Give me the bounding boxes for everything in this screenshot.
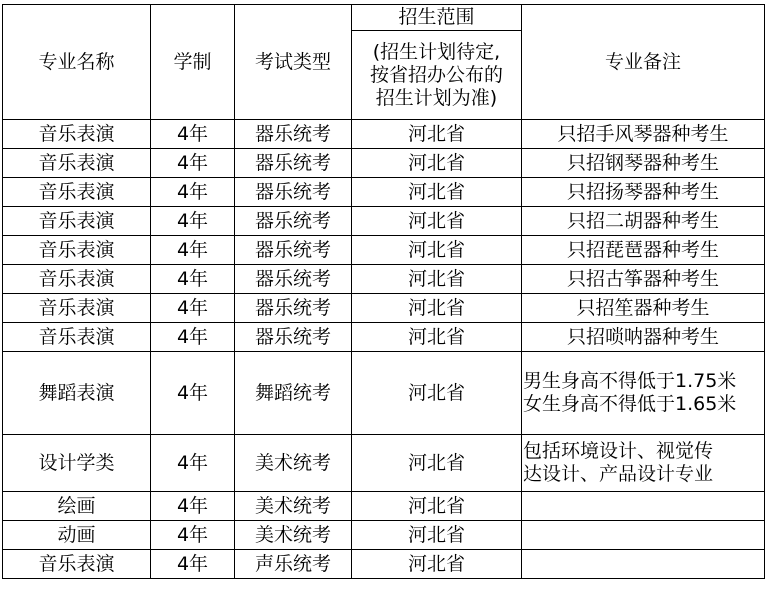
cell-scope: 河北省 (352, 207, 522, 236)
cell-remarks (522, 265, 765, 294)
cell-duration: 4年 (151, 550, 235, 579)
cell-major: 音乐表演 (3, 207, 151, 236)
cell-remarks (522, 149, 765, 178)
table-row (3, 178, 765, 207)
header-scope-note-line: (招生计划待定, (372, 40, 501, 63)
cell-major: 绘画 (3, 492, 151, 521)
cell-major: 设计学类 (3, 435, 151, 492)
cell-major: 音乐表演 (3, 550, 151, 579)
cell-scope: 河北省 (352, 120, 522, 149)
cell-major: 音乐表演 (3, 323, 151, 352)
cell-exam-type: 美术统考 (235, 492, 352, 521)
cell-remarks (522, 492, 765, 521)
table-row (3, 120, 765, 149)
cell-scope: 河北省 (352, 521, 522, 550)
cell-remarks (522, 294, 765, 323)
cell-duration: 4年 (151, 149, 235, 178)
cell-duration: 4年 (151, 178, 235, 207)
cell-remarks (522, 120, 765, 149)
cell-major: 音乐表演 (3, 120, 151, 149)
cell-scope: 河北省 (352, 352, 522, 435)
cell-remarks-line: 只招笙器种考生 (576, 296, 710, 319)
cell-duration: 4年 (151, 521, 235, 550)
cell-remarks (522, 352, 765, 435)
cell-remarks-line: 只招钢琴器种考生 (566, 151, 719, 174)
cell-duration: 4年 (151, 265, 235, 294)
header-scope-title: 招生范围 (352, 5, 522, 31)
cell-remarks (522, 521, 765, 550)
cell-exam-type: 器乐统考 (235, 120, 352, 149)
cell-exam-type: 舞蹈统考 (235, 352, 352, 435)
header-major: 专业名称 (3, 5, 151, 120)
cell-scope: 河北省 (352, 323, 522, 352)
table-row (3, 265, 765, 294)
cell-exam-type: 器乐统考 (235, 323, 352, 352)
cell-duration: 4年 (151, 352, 235, 435)
table-row (3, 352, 765, 435)
cell-duration: 4年 (151, 120, 235, 149)
table-row (3, 492, 765, 521)
cell-major: 舞蹈表演 (3, 352, 151, 435)
cell-remarks-line: 达设计、产品设计专业 (523, 463, 714, 485)
cell-remarks (522, 550, 765, 579)
cell-remarks (522, 207, 765, 236)
cell-duration: 4年 (151, 435, 235, 492)
cell-remarks-line: 包括环境设计、视觉传 (523, 440, 714, 462)
cell-remarks (522, 323, 765, 352)
cell-remarks-line: 只招古筝器种考生 (566, 267, 719, 290)
table-row (3, 149, 765, 178)
cell-exam-type: 器乐统考 (235, 207, 352, 236)
cell-remarks-line: 女生身高不得低于1.65米 (523, 393, 737, 415)
cell-duration: 4年 (151, 492, 235, 521)
header-scope-note (352, 31, 522, 120)
cell-major: 音乐表演 (3, 178, 151, 207)
enrollment-table (2, 4, 765, 579)
cell-major: 动画 (3, 521, 151, 550)
cell-duration: 4年 (151, 294, 235, 323)
header-remarks: 专业备注 (522, 5, 765, 120)
table-row (3, 207, 765, 236)
cell-exam-type: 器乐统考 (235, 236, 352, 265)
cell-major: 音乐表演 (3, 265, 151, 294)
cell-major: 音乐表演 (3, 149, 151, 178)
cell-duration: 4年 (151, 236, 235, 265)
cell-scope: 河北省 (352, 178, 522, 207)
cell-duration: 4年 (151, 323, 235, 352)
cell-remarks-line: 只招手风琴器种考生 (557, 122, 729, 145)
cell-scope: 河北省 (352, 265, 522, 294)
cell-remarks (522, 178, 765, 207)
cell-remarks (522, 435, 765, 492)
table-row (3, 236, 765, 265)
header-duration: 学制 (151, 5, 235, 120)
cell-scope: 河北省 (352, 492, 522, 521)
header-exam-type: 考试类型 (235, 5, 352, 120)
table-row (3, 550, 765, 579)
cell-major: 音乐表演 (3, 294, 151, 323)
header-scope-note-line: 招生计划为准) (375, 86, 498, 109)
cell-exam-type: 器乐统考 (235, 294, 352, 323)
cell-remarks-line: 男生身高不得低于1.75米 (523, 370, 737, 392)
table-row (3, 294, 765, 323)
cell-remarks-line: 只招唢呐器种考生 (566, 325, 719, 348)
cell-exam-type: 美术统考 (235, 435, 352, 492)
cell-scope: 河北省 (352, 149, 522, 178)
table-row (3, 435, 765, 492)
cell-duration: 4年 (151, 207, 235, 236)
header-scope-note-line: 按省招办公布的 (369, 63, 503, 86)
cell-exam-type: 器乐统考 (235, 149, 352, 178)
table-row (3, 323, 765, 352)
table-row (3, 521, 765, 550)
cell-remarks-line: 只招二胡器种考生 (566, 209, 719, 232)
cell-scope: 河北省 (352, 550, 522, 579)
cell-remarks-line: 只招扬琴器种考生 (566, 180, 719, 203)
cell-major: 音乐表演 (3, 236, 151, 265)
cell-scope: 河北省 (352, 236, 522, 265)
cell-remarks (522, 236, 765, 265)
cell-scope: 河北省 (352, 294, 522, 323)
cell-exam-type: 器乐统考 (235, 265, 352, 294)
cell-exam-type: 美术统考 (235, 521, 352, 550)
cell-exam-type: 声乐统考 (235, 550, 352, 579)
cell-scope: 河北省 (352, 435, 522, 492)
cell-exam-type: 器乐统考 (235, 178, 352, 207)
cell-remarks-line: 只招琵琶器种考生 (566, 238, 719, 261)
